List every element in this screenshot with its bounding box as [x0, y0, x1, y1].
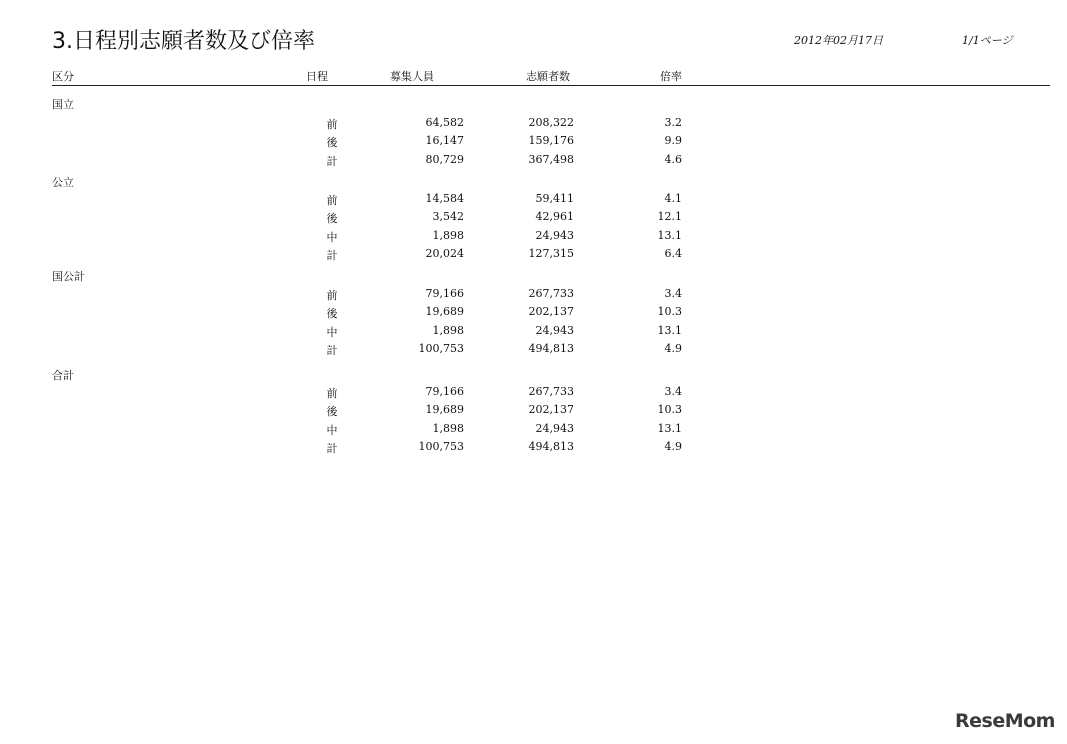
boshu-cell: 1,898: [432, 229, 464, 242]
schedule-cell: 中: [326, 424, 338, 437]
column-header-boshu: 募集人員: [390, 70, 434, 83]
bairitsu-cell: 4.9: [664, 440, 682, 453]
column-header-shigan: 志願者数: [526, 70, 570, 83]
boshu-cell: 64,582: [425, 116, 464, 129]
bairitsu-cell: 3.4: [664, 287, 682, 300]
shigan-cell: 367,498: [528, 153, 574, 166]
category-label: 国立: [52, 98, 74, 111]
boshu-cell: 100,753: [418, 440, 464, 453]
bairitsu-cell: 10.3: [657, 403, 682, 416]
shigan-cell: 208,322: [528, 116, 574, 129]
boshu-cell: 1,898: [432, 324, 464, 337]
boshu-cell: 20,024: [425, 247, 464, 260]
boshu-cell: 80,729: [425, 153, 464, 166]
page-number: 1/1ページ: [962, 34, 1013, 47]
bairitsu-cell: 13.1: [657, 229, 682, 242]
schedule-cell: 前: [326, 387, 338, 400]
bairitsu-cell: 6.4: [664, 247, 682, 260]
shigan-cell: 202,137: [528, 305, 574, 318]
schedule-cell: 後: [326, 307, 338, 320]
schedule-cell: 計: [326, 344, 338, 357]
boshu-cell: 16,147: [425, 134, 464, 147]
shigan-cell: 59,411: [535, 192, 574, 205]
shigan-cell: 159,176: [528, 134, 574, 147]
shigan-cell: 494,813: [528, 440, 574, 453]
shigan-cell: 494,813: [528, 342, 574, 355]
bairitsu-cell: 4.6: [664, 153, 682, 166]
boshu-cell: 19,689: [425, 305, 464, 318]
category-label: 国公計: [52, 270, 85, 283]
page-title: 3.日程別志願者数及び倍率: [52, 29, 315, 54]
bairitsu-cell: 4.1: [664, 192, 682, 205]
boshu-cell: 79,166: [425, 287, 464, 300]
column-header-kubun: 区分: [52, 70, 74, 83]
bairitsu-cell: 9.9: [664, 134, 682, 147]
shigan-cell: 42,961: [535, 210, 574, 223]
schedule-cell: 中: [326, 326, 338, 339]
schedule-cell: 中: [326, 231, 338, 244]
boshu-cell: 14,584: [425, 192, 464, 205]
bairitsu-cell: 12.1: [657, 210, 682, 223]
schedule-cell: 前: [326, 118, 338, 131]
schedule-cell: 計: [326, 442, 338, 455]
boshu-cell: 3,542: [432, 210, 464, 223]
schedule-cell: 前: [326, 194, 338, 207]
schedule-cell: 後: [326, 212, 338, 225]
shigan-cell: 267,733: [528, 287, 574, 300]
bairitsu-cell: 13.1: [657, 422, 682, 435]
bairitsu-cell: 3.2: [664, 116, 682, 129]
column-header-nittei: 日程: [306, 70, 328, 83]
shigan-cell: 267,733: [528, 385, 574, 398]
boshu-cell: 1,898: [432, 422, 464, 435]
shigan-cell: 24,943: [535, 422, 574, 435]
shigan-cell: 202,137: [528, 403, 574, 416]
schedule-cell: 計: [326, 249, 338, 262]
bairitsu-cell: 10.3: [657, 305, 682, 318]
schedule-cell: 後: [326, 136, 338, 149]
report-date: 2012年02月17日: [794, 34, 883, 47]
boshu-cell: 19,689: [425, 403, 464, 416]
shigan-cell: 127,315: [528, 247, 574, 260]
category-label: 合計: [52, 369, 74, 382]
column-header-bairitsu: 倍率: [660, 70, 682, 83]
bairitsu-cell: 4.9: [664, 342, 682, 355]
schedule-cell: 後: [326, 405, 338, 418]
bairitsu-cell: 13.1: [657, 324, 682, 337]
bairitsu-cell: 3.4: [664, 385, 682, 398]
resemom-logo: ReseMom: [955, 710, 1055, 732]
boshu-cell: 100,753: [418, 342, 464, 355]
schedule-cell: 計: [326, 155, 338, 168]
schedule-cell: 前: [326, 289, 338, 302]
shigan-cell: 24,943: [535, 229, 574, 242]
shigan-cell: 24,943: [535, 324, 574, 337]
boshu-cell: 79,166: [425, 385, 464, 398]
category-label: 公立: [52, 176, 74, 189]
